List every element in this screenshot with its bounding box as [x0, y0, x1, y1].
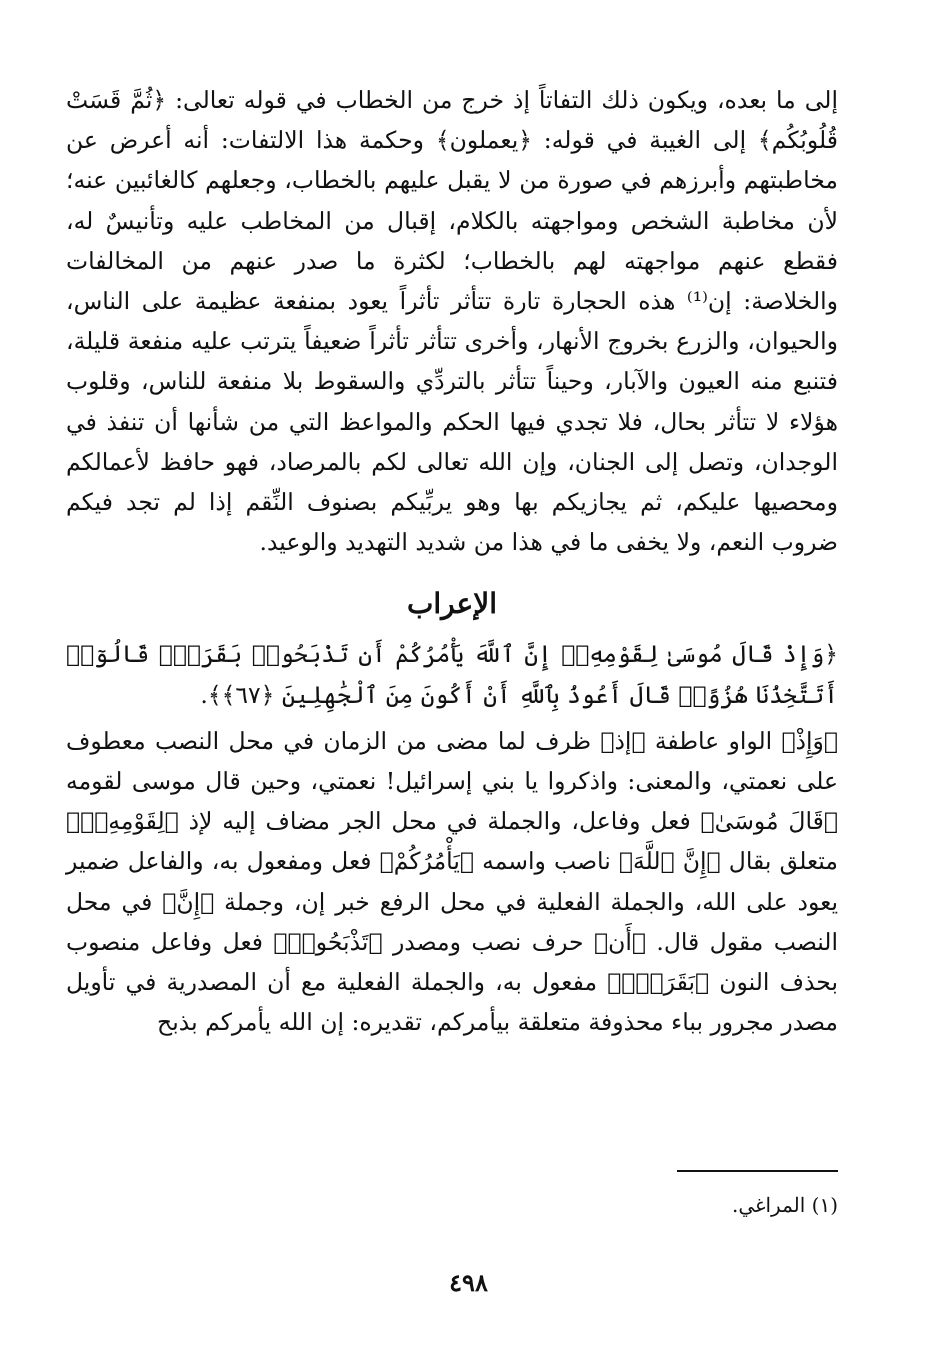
- quran-verse: ﴿وَإِذْ قَالَ مُوسَىٰ لِقَوْمِهِۦٓ إِنَّ ٱللَّهَ يَأْمُرُكُمْ أَن تَذْبَحُوا۟ بَقَرَةًۖ قَالُوٓا۟ أَتَتَّخِذُنَا هُزُوًاۖ قَالَ أَعُوذُ بِٱللَّهِ أَنْ أَكُونَ مِنَ ٱلْجَٰهِلِينَ ﴿٦٧﴾﴾.: [66, 640, 838, 709]
- analysis-paragraph: ﴿وَإِذْ﴾ الواو عاطفة ﴿إذ﴾ ظرف لما مضى من الزمان في محل النصب معطوف على نعمتي، والمعنى: واذكروا يا بني إسرائيل! نعمتي، وحين قال موسى لقومه ﴿قَالَ مُوسَىٰ﴾ فعل وفاعل، والجملة في محل الجر مضاف إليه لإذ ﴿لِقَوْمِهِۦٓ﴾ متعلق بقال ﴿إِنَّ ٱللَّهَ﴾ ناصب واسمه ﴿يَأْمُرُكُمْ﴾ فعل ومفعول به، والفاعل ضمير يعود على الله، والجملة الفعلية في محل الرفع خبر إن، وجملة ﴿إِنَّ﴾ في محل النصب مقول قال. ﴿أَن﴾ حرف نصب ومصدر ﴿تَذْبَحُوا۟﴾ فعل وفاعل منصوب بحذف النون ﴿بَقَرَةًۖ﴾ مفعول به، والجملة الفعلية مع أن المصدرية في تأويل مصدر مجرور بباء محذوفة متعلقة بيأمركم، تقديره: إن الله يأمركم بذبح: [66, 726, 838, 1037]
- footnote: (١) المراغي.: [731, 1193, 838, 1217]
- footnote-divider: [677, 1170, 838, 1172]
- intro-paragraph: إلى ما بعده، ويكون ذلك التفاتاً إذ خرج من الخطاب في قوله تعالى: ﴿ثُمَّ قَسَتْ قُلُوبُكُم﴾ إلى الغيبة في قوله: ﴿يعملون﴾ وحكمة هذا الالتفات: أنه أعرض عن مخاطبتهم وأبرزهم في صورة من لا يقبل عليهم بالخطاب، وجعلهم كالغائبين عنه؛ لأن مخاطبة الشخص ومواجهته بالكلام، إقبال من المخاطب عليه وتأنيسٌ له، فقطع عنهم مواجهته لهم بالخطاب؛ لكثرة ما صدر عنهم من المخالفات والخلاصة: إن⁽¹⁾ هذه الحجارة تارة تتأثر تأثراً يعود بمنفعة عظيمة على الناس، والحيوان، والزرع بخروج الأنهار، وأخرى تتأثر تأثراً ضعيفاً يترتب عليه منفعة قليلة، فتنبع منه العيون والآبار، وحيناً تتأثر بالتردِّي والسقوط بلا منفعة للناس، وقلوب هؤلاء لا تتأثر بحال، فلا تجدي فيها الحكم والمواعظ التي من شأنها أن تنفذ في الوجدان، وتصل إلى الجنان، وإن الله تعالى لكم بالمرصاد، فهو حافظ لأعمالكم ومحصيها عليكم، ثم يجازيكم بها وهو يربِّيكم بصنوف النِّقم إذا لم تجد فيكم ضروب النعم، ولا يخفى ما في هذا من شديد التهديد والوعيد.: [66, 86, 839, 557]
- page-body: [66, 80, 838, 1042]
- page-number: ٤٩٨: [449, 1268, 488, 1297]
- section-heading: الإعراب: [406, 587, 498, 621]
